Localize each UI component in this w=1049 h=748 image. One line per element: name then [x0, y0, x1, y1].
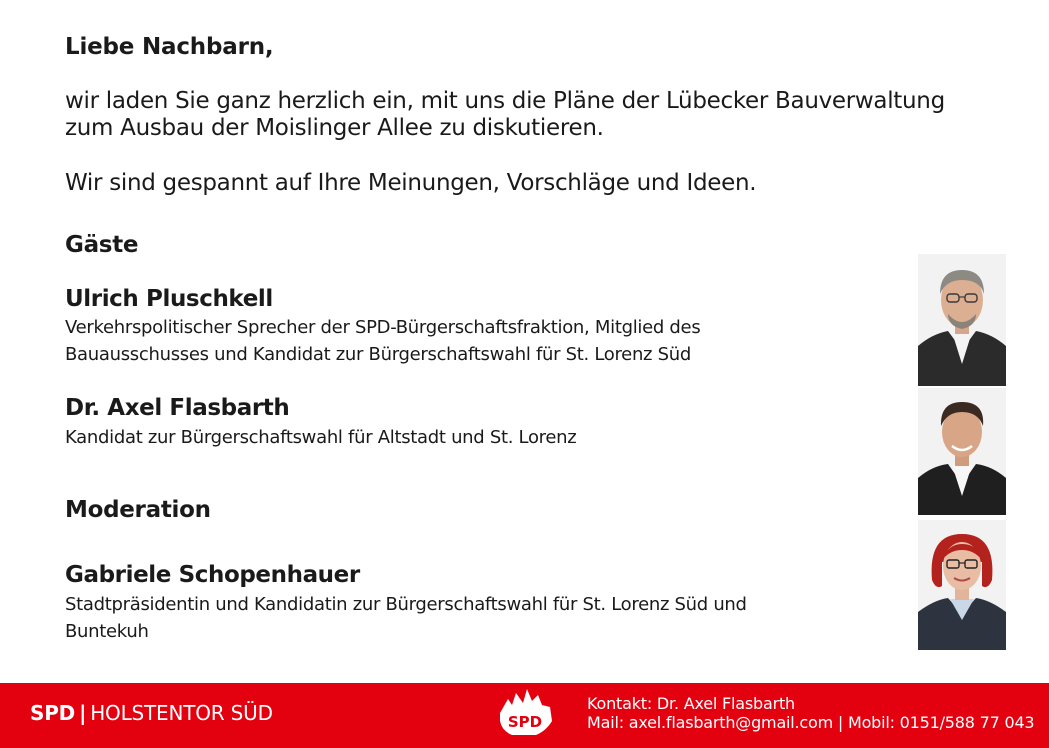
portrait-ulrich-pluschkell: [918, 254, 1006, 386]
guest-name: Ulrich Pluschkell: [65, 286, 273, 312]
greeting: Liebe Nachbarn,: [65, 34, 274, 60]
moderator-name: Gabriele Schopenhauer: [65, 562, 360, 588]
branch-name: HOLSTENTOR SÜD: [90, 701, 273, 725]
moderation-heading: Moderation: [65, 497, 211, 523]
guest-description: Verkehrspolitischer Sprecher der SPD-Bürgerschaftsfraktion, Mitglied des Bauausschusses und Kandidat zur Bürgerschaftswahl für St. Lorenz Süd: [65, 317, 701, 365]
intro-text: wir laden Sie ganz herzlich ein, mit uns die Pläne der Lübecker Bauverwaltung zum Ausbau der Moislinger Allee zu diskutieren.: [65, 88, 945, 141]
ask-text: Wir sind gespannt auf Ihre Meinungen, Vorschläge und Ideen.: [65, 170, 757, 196]
footer-brand: [30, 701, 273, 725]
spd-logo-graphic: [496, 687, 554, 739]
moderator-description: Stadtpräsidentin und Kandidatin zur Bürgerschaftswahl für St. Lorenz Süd und Buntekuh: [65, 594, 747, 642]
portrait-gabriele-schopenhauer: [918, 520, 1006, 650]
portrait-axel-flasbarth-image: [918, 388, 1006, 515]
brand-separator: |: [79, 701, 87, 725]
guest-description: Kandidat zur Bürgerschaftswahl für Altstadt und St. Lorenz: [65, 427, 577, 448]
party-name: SPD: [30, 701, 76, 725]
portrait-gabriele-schopenhauer-image: [918, 520, 1006, 650]
contact-block: [587, 694, 1034, 732]
portrait-axel-flasbarth: [918, 388, 1006, 515]
guest-name: Dr. Axel Flasbarth: [65, 395, 290, 421]
logo-text: SPD: [507, 713, 543, 731]
portrait-ulrich-pluschkell-image: [918, 254, 1006, 386]
guests-heading: Gäste: [65, 232, 139, 258]
mail-mobile-line: Mail: axel.flasbarth@gmail.com | Mobil: 0151/588 77 043: [587, 713, 1035, 732]
contact-line: Kontakt: Dr. Axel Flasbarth: [587, 694, 795, 713]
footer-bar: [0, 683, 1049, 748]
spd-logo-icon: [496, 687, 554, 739]
